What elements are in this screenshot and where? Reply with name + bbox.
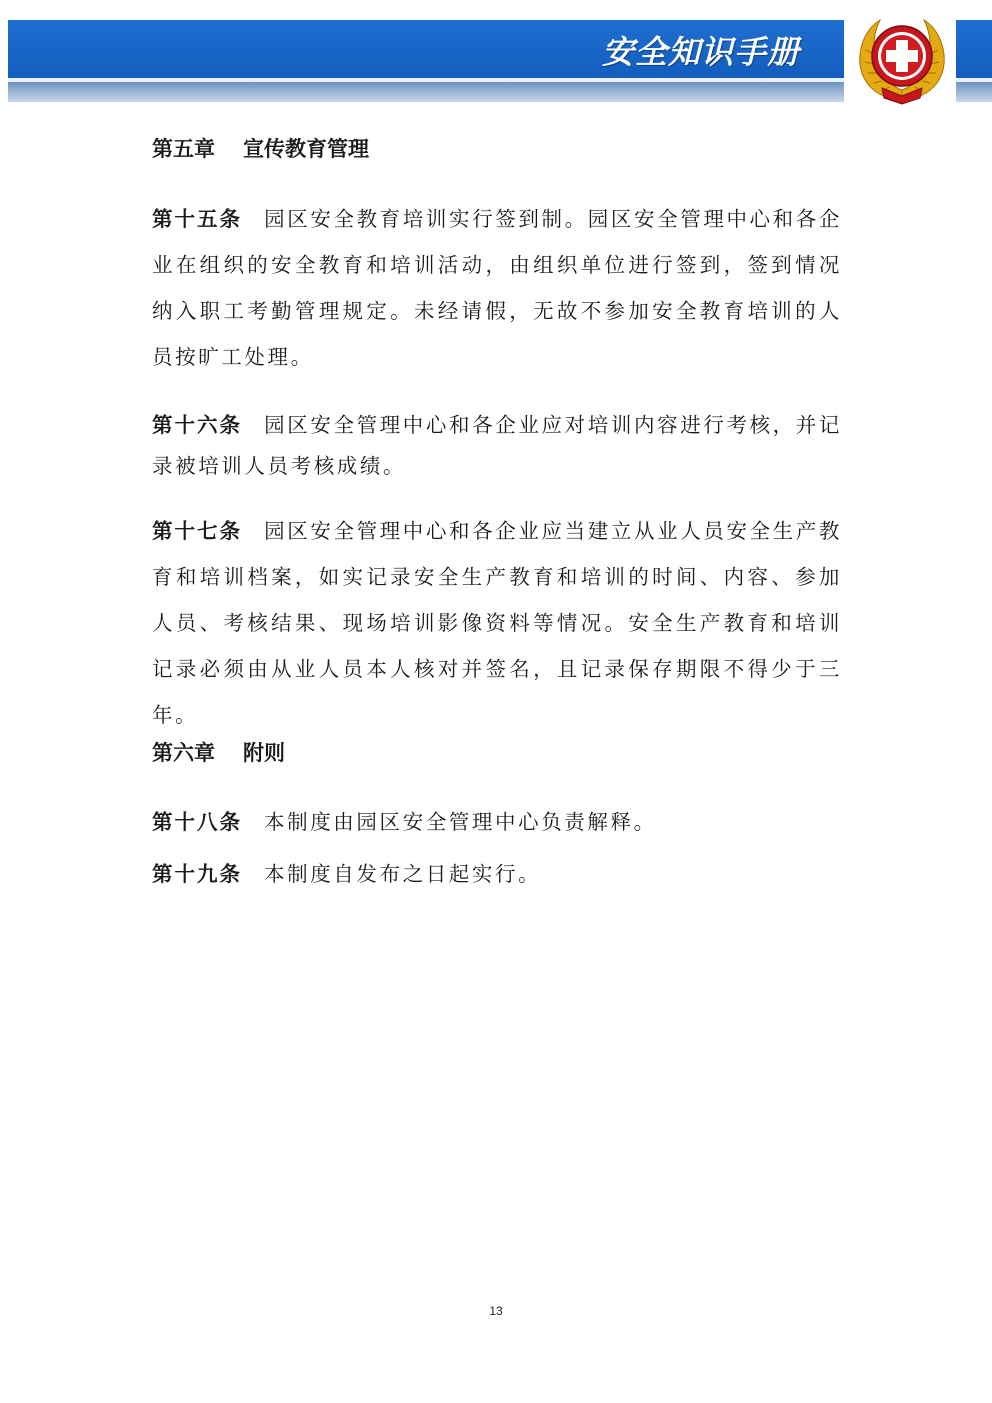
article-text: 园区安全管理中心和各企业应对培训内容进行考核，并记录被培训人员考核成绩。 <box>152 413 843 478</box>
article-paragraph <box>152 405 842 487</box>
chapter-title: 附则 <box>243 740 285 765</box>
article-number: 第十六条 <box>152 413 243 437</box>
safety-cross-emblem-icon <box>852 10 952 106</box>
article-paragraph <box>152 852 842 896</box>
article-text: 本制度由园区安全管理中心负责解释。 <box>264 810 657 834</box>
page-header <box>0 0 992 110</box>
chapter-title: 宣传教育管理 <box>243 136 369 161</box>
chapter-number: 第五章 <box>152 136 215 161</box>
article-text: 园区安全管理中心和各企业应当建立从业人员安全生产教育和培训档案，如实记录安全生产教育和培训的时间、内容、参加人员、考核结果、现场培训影像资料等情况。安全生产教育和培训记录必须由从业人员本人核对并签名，且记录保存期限不得少于三年。 <box>152 519 843 727</box>
chapter-heading <box>152 738 285 768</box>
article-text: 园区安全教育培训实行签到制。园区安全管理中心和各企业在组织的安全教育和培训活动，由组织单位进行签到，签到情况纳入职工考勤管理规定。未经请假，无故不参加安全教育培训的人员按旷工处理。 <box>152 207 843 369</box>
header-title: 安全知识手册 <box>601 33 800 71</box>
article-paragraph <box>152 800 842 844</box>
page-number: 13 <box>489 1304 503 1318</box>
chapter-number: 第六章 <box>152 740 215 765</box>
article-number: 第十七条 <box>152 519 243 543</box>
article-number: 第十五条 <box>152 207 243 231</box>
article-number: 第十八条 <box>152 810 242 834</box>
article-text: 本制度自发布之日起实行。 <box>264 862 542 886</box>
article-paragraph <box>152 508 842 738</box>
article-paragraph <box>152 196 842 380</box>
article-number: 第十九条 <box>152 862 242 886</box>
header-banner-right <box>956 20 992 102</box>
chapter-heading <box>152 134 369 164</box>
